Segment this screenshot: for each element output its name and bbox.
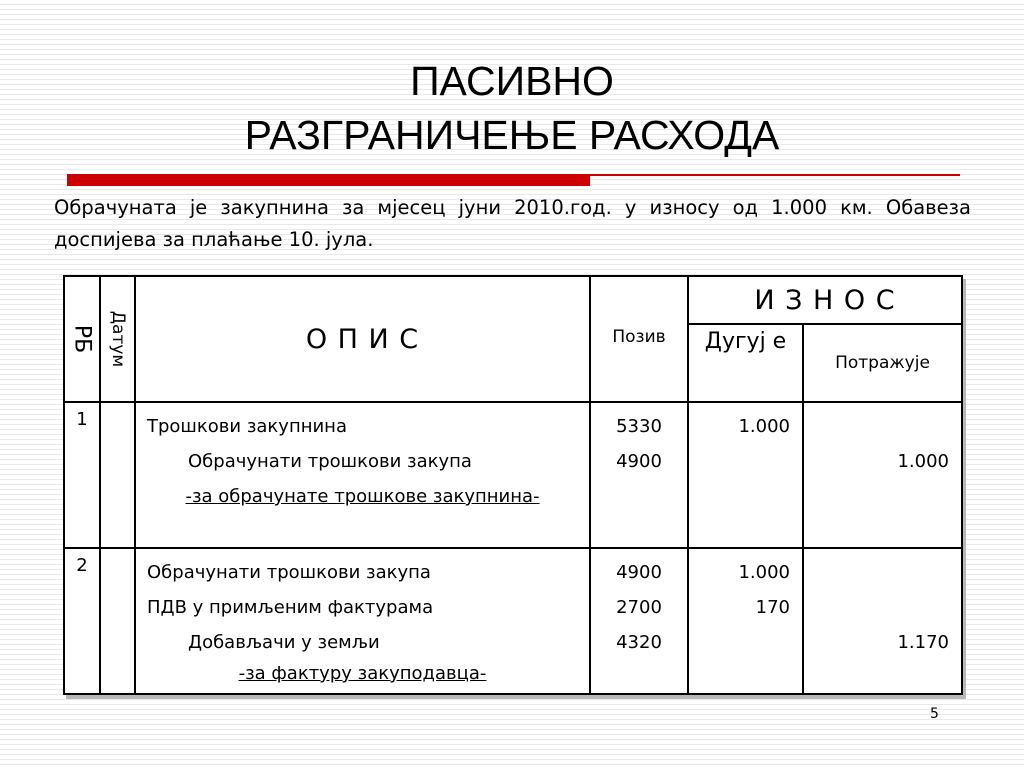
ref-value: 4320	[616, 632, 662, 653]
credit-amount	[804, 555, 961, 590]
title-rule-thin	[590, 174, 960, 176]
credit-account-line: Добављачи у земљи	[188, 632, 380, 653]
header-amount: И З Н О С	[688, 276, 962, 324]
debit-account-line: Обрачунати трошкови закупа	[147, 562, 431, 583]
header-date-label: Датум	[107, 310, 128, 368]
header-date	[100, 276, 135, 402]
row-number: 2	[64, 548, 100, 694]
row-refs	[590, 402, 688, 548]
ref-value: 5330	[616, 416, 662, 437]
page-number: 5	[930, 706, 939, 722]
debit-amount	[689, 444, 802, 479]
header-rb-label: РБ	[69, 324, 95, 354]
credit-amount	[804, 590, 961, 625]
header-description: О П И С	[135, 276, 590, 402]
credit-amount: 1.000	[897, 451, 949, 472]
header-ref: Позив	[590, 276, 688, 402]
ref-value: 4900	[616, 562, 662, 583]
row-date	[100, 402, 135, 548]
slide-title	[0, 54, 1024, 162]
debit-amount	[689, 625, 802, 660]
slide-title-line-2: РАЗГРАНИЧЕЊЕ РАСХОДА	[244, 112, 780, 158]
header-credit: Потражује	[803, 324, 962, 402]
title-rule-thick	[67, 174, 590, 186]
intro-paragraph: Обрачуната је закупнина за мјесец јуни 2010.год. у износу од 1.000 км. Обавеза доспијева за плаћање 10. јула.	[54, 196, 971, 251]
row-description	[135, 548, 590, 694]
row-description	[135, 402, 590, 548]
debit-amount: 1.000	[738, 562, 790, 583]
row-credit	[803, 548, 962, 694]
ref-value: 4900	[616, 451, 662, 472]
row-debit	[688, 402, 803, 548]
slide-title-line-1: ПАСИВНО	[410, 58, 614, 104]
debit-account-line: Трошкови закупнина	[147, 416, 347, 437]
ref-value: 2700	[616, 597, 662, 618]
credit-amount	[804, 409, 961, 444]
header-debit: Дугуј е	[688, 324, 803, 402]
entry-note: -за фактуру закуподавца-	[238, 663, 487, 684]
credit-amount: 1.170	[897, 632, 949, 653]
row-number: 1	[64, 402, 100, 548]
row-credit	[803, 402, 962, 548]
journal-table	[63, 275, 963, 695]
debit-amount: 1.000	[738, 416, 790, 437]
entry-note: -за обрачунате трошкове закупнина-	[185, 486, 540, 507]
debit-amount: 170	[755, 597, 790, 618]
table-row	[64, 402, 962, 548]
debit-account-line: ПДВ у примљеним фактурама	[147, 597, 434, 618]
row-refs	[590, 548, 688, 694]
row-date	[100, 548, 135, 694]
header-rb	[64, 276, 100, 402]
row-debit	[688, 548, 803, 694]
table-row	[64, 548, 962, 694]
credit-account-line: Обрачунати трошкови закупа	[188, 451, 472, 472]
